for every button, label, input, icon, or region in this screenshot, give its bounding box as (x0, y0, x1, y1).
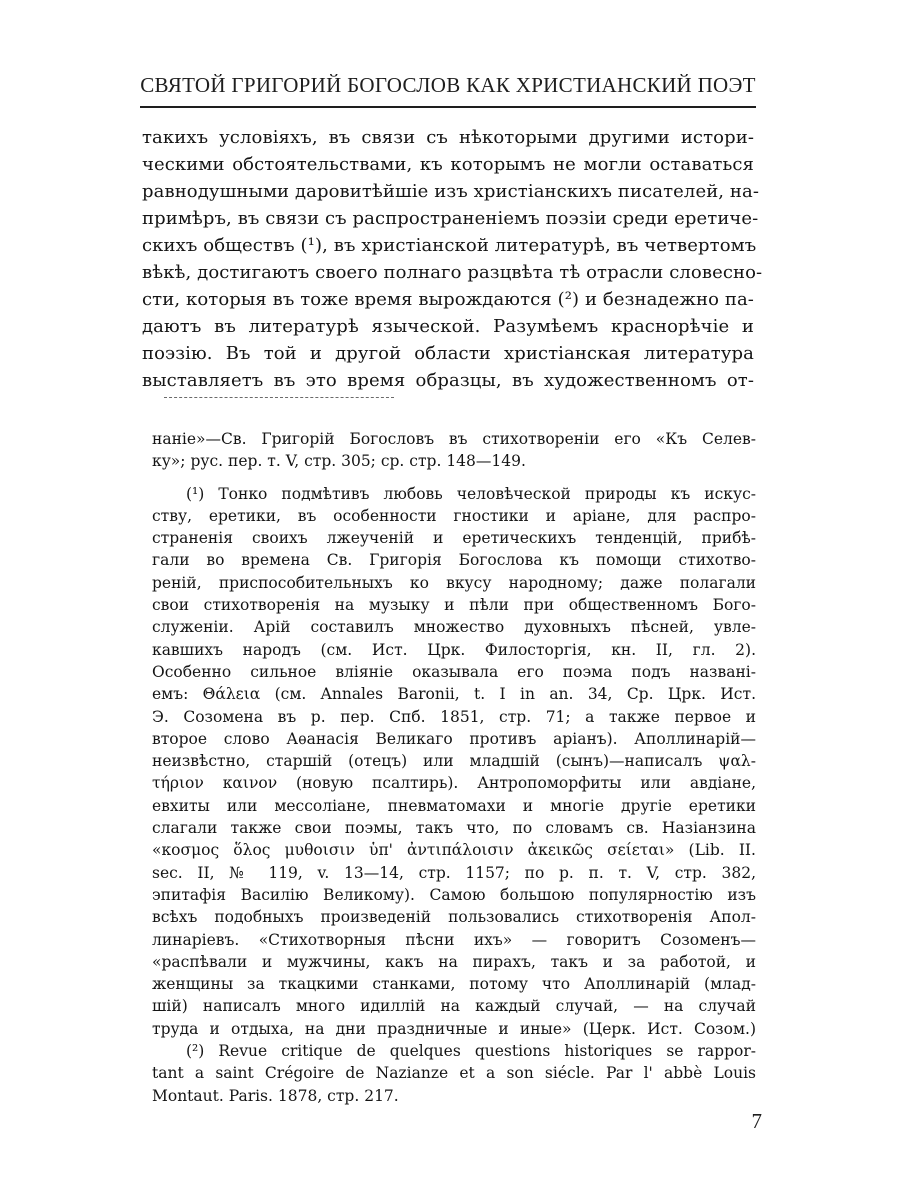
main-text-line: скихъ обществъ (¹), въ христіанской литературѣ, въ четвертомъ (142, 235, 757, 256)
footnote-line: Montaut. Paris. 1878, стр. 217. (152, 1086, 399, 1105)
footnote-line: эпитафія Василію Великому). Самою большою популярностію изъ (152, 885, 756, 904)
footnote-line: свои стихотворенія на музыку и пѣли при общественномъ Бого- (152, 596, 756, 615)
footnote-continuation (152, 428, 756, 473)
footnote-line: Особенно сильное вліяніе оказывала его поэма подъ названі- (152, 662, 756, 681)
footnote-line: Э. Созомена въ р. пер. Спб. 1851, стр. 71; а также первое и (152, 707, 756, 726)
page-number: 7 (751, 1109, 762, 1133)
footnote-line: tant a saint Crégoire de Nazianze et a son siécle. Par l' abbè Louis (152, 1064, 756, 1083)
footnote-line: гали во времена Св. Григорія Богослова къ помощи стихотво- (152, 551, 756, 570)
footnote-separator (164, 397, 394, 398)
footnote-line: емъ: Θάλεια (см. Annales Baronii, t. I in an. 34, Ср. Црк. Ист. (152, 685, 756, 704)
footnote-line: слагали также свои поэмы, такъ что, по словамъ св. Назіанзина (152, 819, 756, 838)
footnote-line: «распѣвали и мужчины, какъ на пирахъ, такъ и за работой, и (152, 952, 756, 971)
footnote-line: реній, приспособительныхъ ко вкусу народному; даже полагали (152, 573, 756, 592)
footnote-line: ку»; рус. пер. т. V, стр. 305; ср. стр. 148—149. (152, 452, 526, 471)
footnote-line: служеніи. Арій составилъ множество духовныхъ пѣсней, увле- (152, 618, 756, 637)
footnote-line: евхиты или мессоліане, пневматомахи и многіе другіе еретики (152, 796, 756, 815)
main-text-line: сти, которыя въ тоже время вырождаются (²) и безнадежно па- (142, 289, 754, 310)
footnote-line: кавшихъ народъ (см. Ист. Црк. Филосторгія, кн. II, гл. 2). (152, 640, 756, 659)
running-head: СВЯТОЙ ГРИГОРИЙ БОГОСЛОВ КАК ХРИСТИАНСКИЙ ПОЭТ (140, 73, 756, 97)
footnote-gap (152, 473, 756, 483)
footnote-line: страненія своихъ лжеученій и еретическихъ тенденцій, прибѣ- (152, 529, 756, 548)
footnote-line: второе слово Аѳанасія Великаго противъ аріанъ). Аполлинарій— (152, 729, 756, 748)
main-text-line: такихъ условіяхъ, въ связи съ нѣкоторыми другими истори- (142, 127, 754, 148)
footnote-line: (¹) Тонко подмѣтивъ любовь человѣческой природы къ искус- (186, 484, 756, 503)
footnote-line: шій) написалъ много идиллій на каждый случай, — на случай (152, 997, 756, 1016)
footnote-line: ству, еретики, въ особенности гностики и аріане, для распро- (152, 506, 756, 525)
main-text-line: выставляетъ въ это время образцы, въ художественномъ от- (142, 370, 754, 391)
footnotes (152, 428, 756, 1107)
main-text-line: ческими обстоятельствами, къ которымъ не могли оставаться (142, 154, 754, 175)
header-rule (140, 106, 756, 108)
footnote-line: sec. II, № 119, v. 13—14, стр. 1157; по р. п. т. V, стр. 382, (152, 863, 756, 882)
footnote-1 (152, 483, 756, 1040)
footnote-line: линаріевъ. «Стихотворныя пѣсни ихъ» — говоритъ Созоменъ— (152, 930, 756, 949)
main-text-line: поэзію. Въ той и другой области христіанская литература (142, 343, 754, 364)
main-text-line: равнодушными даровитѣйшіе изъ христіанскихъ писателей, на- (142, 181, 760, 202)
footnote-line: труда и отдыха, на дни праздничные и иные» (Церк. Ист. Созом.) (152, 1019, 756, 1038)
footnote-2 (152, 1040, 756, 1107)
footnote-line: (²) Revue critique de quelques questions historiques se rappor- (186, 1042, 756, 1061)
main-text-line: примѣръ, въ связи съ распространеніемъ поэзіи среди еретиче- (142, 208, 759, 229)
main-text-line: вѣкѣ, достигаютъ своего полнаго разцвѣта тѣ отрасли словесно- (142, 262, 763, 283)
footnote-line: наніе»—Св. Григорій Богословъ въ стихотвореніи его «Къ Селев- (152, 430, 756, 448)
footnote-line: всѣхъ подобныхъ произведеній пользовались стихотворенія Апол- (152, 908, 756, 927)
footnote-line: женщины за ткацкими станками, потому что Аполлинарій (млад- (152, 975, 756, 994)
footnote-line: «κοσμος ὅλος μυθοισιν ὑπ' ἀντιπάλοισιν ἀκεικῶς σείεται» (Lib. II. (152, 841, 756, 860)
main-text-line: даютъ въ литературѣ языческой. Разумѣемъ краснорѣчіе и (142, 316, 754, 337)
footnote-line: τήριον καινον (новую псалтирь). Антропоморфиты или авдіане, (152, 774, 756, 793)
main-text (142, 124, 763, 394)
footnote-line: неизвѣстно, старшій (отецъ) или младшій (сынъ)—написалъ ψαλ- (152, 752, 756, 771)
